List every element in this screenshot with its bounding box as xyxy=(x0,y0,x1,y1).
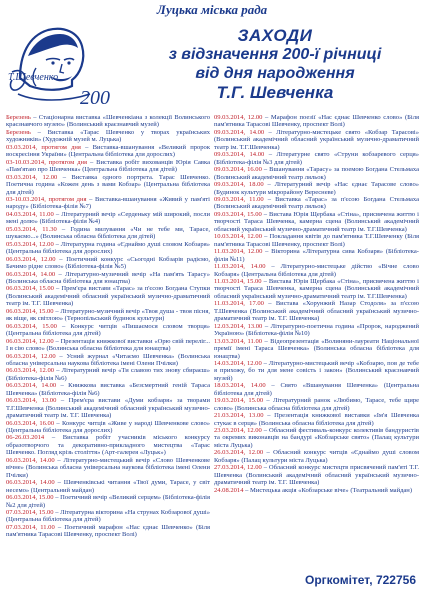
event-entry xyxy=(6,382,210,397)
title-line-1: ЗАХОДИ xyxy=(237,26,313,45)
event-description: – Вистава Юрія Щербака «Стіна», присвячена життю і творчості Тараса Шевченка, камерна сцена (Волинський академічний обласний український музично-драматичний театр ім. Т.Г.Шевченка) xyxy=(214,277,419,300)
event-date: 09.03.2014, 18.00 xyxy=(214,181,264,189)
event-date: 07.03.2014, 11.00 xyxy=(6,523,55,531)
event-date: 21.03.2014, 13.00 xyxy=(214,412,264,420)
event-date: Березень xyxy=(6,114,31,121)
event-date: 03-10.03.2014, протягом дня xyxy=(6,195,87,203)
event-date: 09.03.2014, 11.00 xyxy=(214,195,264,203)
event-description: – Конкурс читців «Пишаємося словом творця» (Центральна бібліотека для дітей) xyxy=(6,322,210,338)
event-entry xyxy=(6,397,210,419)
event-date: 06.03.2014, 15.00 xyxy=(6,322,57,330)
event-entry xyxy=(214,412,419,427)
event-date: 11.03.2014, 12.00 xyxy=(214,248,263,256)
event-entry xyxy=(6,479,210,494)
event-description: – Книжкова виставка «Безсмертний геній Тараса Шевченка» (Бібліотека-філія №6) xyxy=(6,382,210,397)
event-entry xyxy=(6,285,210,307)
event-date: 06.03.2014, 15.00 xyxy=(6,285,54,293)
title-line-2: з відзначення 200-ї річниці xyxy=(168,46,382,63)
event-description: – Літературний вечір «Серденьку мій широкий, посли мені долю» (Бібліотека-філія №4) xyxy=(6,210,210,226)
event-description: – Виставка одного портрета. Тарас Шевченко. Поетична година «Кожен день з вами Кобзар» (Центральна бібліотека для дітей) xyxy=(6,173,210,196)
event-entry xyxy=(214,211,419,233)
title-line-4: Т.Г. Шевченка xyxy=(216,83,334,102)
event-entry xyxy=(6,353,210,368)
event-entry xyxy=(6,494,210,509)
event-date: 10.03.2014, 12.00 xyxy=(214,233,262,241)
event-description: – Презентація книжкової виставки «Ім'я Шевченка стукає в серця» (Волинська обласна бібліотека для дітей) xyxy=(214,412,419,427)
events-column-left xyxy=(6,114,210,570)
event-date: 11.03.2014, 15.00 xyxy=(214,277,262,285)
event-entry xyxy=(214,323,419,338)
event-description: – Літературно-мистецьке дійство «Вічне слово Кобзаря» (Центральна бібліотека для дітей) xyxy=(214,263,419,278)
event-description: – Літературно-мистецький вечір «Слово Шевченкове вічне» (Волинська обласна універсальна наукова бібліотека імені Олени Пчілки) xyxy=(6,456,210,479)
event-date: 06.03.2014, 15.00 xyxy=(6,307,54,315)
event-date: 06.03.2014, 12.00 xyxy=(6,367,55,375)
event-date: 13.03.2014, 11.00 xyxy=(214,337,263,345)
event-description: – Виставка робіт учасників міського конкурсу образотворчого та декоративно-прикладного мистецтва «Тарас Шевченко. Погляд крізь століття» (Арт-галерея «Луцьк») xyxy=(6,434,210,457)
title-line-3: від дня народження xyxy=(195,65,355,82)
organizing-committee: Оргкомітет, 722756 xyxy=(305,573,416,587)
event-description: – Марафон поезії «Нас єднає Шевченко слово» (Біля пам'ятника Тарасові Шевченку, проспект Волі) xyxy=(214,114,419,129)
event-entry xyxy=(6,174,210,196)
event-description: – Відеопрезентація «Волиняни-лауреати Національної премії імені Тараса Шевченка» (Волинська обласна бібліотека для юнацтва) xyxy=(214,337,419,360)
event-entry xyxy=(6,420,210,435)
event-date: 09.03.2014, 14.00 xyxy=(214,128,265,136)
event-date: 06.03.2014, 12.00 xyxy=(6,255,56,263)
event-entry xyxy=(214,382,419,397)
page-title xyxy=(132,26,418,102)
event-description: – Свято «Вшанування Шевченка» (Центральна бібліотека для дітей) xyxy=(214,382,419,397)
event-description: – Вистава Юрія Щербака «Стіна», присвячена життю і творчості Тараса Шевченка, камерна сцена (Волинський академічний обласний український музично-драматичний театр ім. Т.Г.Шевченка) xyxy=(214,210,419,233)
event-entry xyxy=(6,211,210,226)
event-description: – Конкурс читців «Живе у народі Шевченкове слово» (Центральна бібліотека для дорослих) xyxy=(6,419,210,435)
event-date: 07.03.2014, 15.00 xyxy=(6,509,54,517)
event-date: 03.03.2014, 12.00 xyxy=(6,173,58,181)
event-date: 06.03.2014, 12.00 xyxy=(6,352,56,360)
event-description: – Літературно-мистецьке свято «Кобзар Тарасові» (Волинський академічний обласний український музично-драматичний театр ім. Т.Г.Шевченка) xyxy=(214,128,419,151)
event-description: – Вшанування «Тарасу» за поемою Богдана Стельмаха (Волинський академічний театр ляльок) xyxy=(214,166,419,181)
event-date: 06.03.2014, 14.00 xyxy=(6,479,55,487)
event-entry xyxy=(214,427,419,449)
event-description: – Літературно-музичний вечір «Твоя душа - твоя пісня, як віще, як світлою» (Тернопільський будинок культури) xyxy=(6,307,210,323)
emblem-number: 200 xyxy=(80,87,110,108)
event-description: – Літературний вечір «Нас єднає Тарасове слово» (Будинок культури мікрорайону Вересневе) xyxy=(214,181,419,196)
council-name: Луцька міська рада xyxy=(156,2,268,17)
event-description: – Виставка-вшанування «Живий у пам'яті народу» (Бібліотека-філія №7) xyxy=(6,195,210,211)
event-date: 06.03.2014, 14.00 xyxy=(6,382,57,390)
event-date: 05.03.2014, 12.00 xyxy=(6,240,54,248)
event-description: – Обласний конкурс читців «Єднаймо душі словом Кобзаря» (Палац культури міста Луцька) xyxy=(214,449,419,464)
event-entry xyxy=(6,323,210,338)
event-description: – Літературний ранок «Любимо, Тарасе, тебе щире слово» (Волинська обласна бібліотека для дітей) xyxy=(214,397,419,412)
event-description: – Виставка «Тарас» за п'єсою Богдана Стельмаха (Волинський академічний театр ляльок) xyxy=(214,195,419,211)
emblem-signature: Т.Шевченко xyxy=(8,72,59,83)
event-date: 06.03.2014, 15.00 xyxy=(6,494,54,502)
event-description: – Вікторина «Літературна сива Кобзаря» (Бібліотека-філія №11) xyxy=(214,248,419,263)
event-description: – Виставка робіт вихованців Юрія Савка «Пам'ятаю про Шевченка» (Центральна бібліотека для дітей) xyxy=(6,158,210,174)
event-entry xyxy=(214,114,419,129)
event-entry xyxy=(214,196,419,211)
event-entry xyxy=(214,248,419,263)
event-description: – Літературне свято «Струни кобзаревого серця» (Бібліотека-філія №3 для дітей) xyxy=(214,151,419,166)
event-entry xyxy=(214,449,419,464)
event-entry xyxy=(6,144,210,159)
portrait-icon xyxy=(10,29,90,100)
event-date: 06.03.2014, 12.00 xyxy=(6,337,54,345)
event-date: 18.03.2014, 14.00 xyxy=(214,382,266,390)
event-entry xyxy=(6,226,210,241)
event-entry xyxy=(6,241,210,256)
event-description: – Година милування «Чи не тебе ми, Тарасе, шукаємо...» (Волинська обласна бібліотека для дітей) xyxy=(6,225,210,241)
event-description: – Поетичний марафон «Нас єднає Шевченко» (Біля пам'ятника Тарасові Шевченку, проспект Волі) xyxy=(6,523,210,539)
event-entry xyxy=(214,166,419,181)
event-entry xyxy=(214,263,419,278)
event-entry xyxy=(214,151,419,166)
event-date: 06.03.2014, 14.00 xyxy=(6,270,56,278)
event-entry xyxy=(6,271,210,286)
event-entry xyxy=(6,524,210,539)
event-date: 12.03.2014, 13.00 xyxy=(214,322,263,330)
event-date: 04.03.2014, 11.00 xyxy=(6,210,54,218)
event-entry xyxy=(6,509,210,524)
event-entry xyxy=(6,338,210,353)
event-description: – Мистецька акція «Кобзарське віче» (Театральний майдан) xyxy=(243,486,412,494)
event-description: – Виставка-вшанування «Великий пророк воскресіння України» (Центральна бібліотека для дорослих) xyxy=(6,143,210,159)
event-date: 03-10.03.2014, протягом дня xyxy=(6,158,88,166)
event-entry xyxy=(6,196,210,211)
events-column-right xyxy=(214,114,419,570)
event-description: – Усний журнал «Читаємо Шевченка» (Волинська обласна універсальна наукова бібліотека імені Олени Пчілки) xyxy=(6,352,210,367)
event-date: 06-26.03.2014 xyxy=(6,434,45,442)
event-date: 11.03.2014, 14.00 xyxy=(214,263,266,271)
event-description: – Поетичний вечір «Великий серцем» (Бібліотека-філія №2 для дітей) xyxy=(6,494,210,509)
event-description: – Літературний вечір «Ти славою тих знову сбираєш» (Бібліотека-філія №6) xyxy=(6,367,210,382)
event-date: 05.03.2014, 11.30 xyxy=(6,225,57,233)
event-date: 23.03.2014, 12.00 xyxy=(214,427,262,435)
event-date: 14.03.2014, 12.00 xyxy=(214,359,262,367)
event-entry xyxy=(214,300,419,322)
poster-header xyxy=(0,0,424,112)
event-description: – Обласний фестиваль-конкурс колективів бандуристів та окремих виконавців на бандурі «Кобзарське свято» (Палац культури міста Луцька) xyxy=(214,427,419,449)
event-date: 09.03.2014, 15.00 xyxy=(214,210,262,218)
event-entry xyxy=(214,464,419,486)
shevchenko-emblem xyxy=(6,16,126,108)
event-date: 06.03.2014, 16.00 xyxy=(6,419,55,427)
event-description: – Літературна вікторина «На струнах Кобзарової душі» (Центральна бібліотека для дітей) xyxy=(6,509,210,524)
event-entry xyxy=(6,434,210,456)
event-entry xyxy=(6,114,210,129)
event-entry xyxy=(214,338,419,360)
event-description: – Літературно-поетична година «Пророк, народжений Україною» (Бібліотека-філія №10) xyxy=(214,322,419,338)
event-entry xyxy=(6,367,210,382)
event-description: – Презентація книжкової виставки «Орю свій переліг... І в сію слово» (Волинська обласна бібліотека для юнацтва) xyxy=(6,337,210,353)
event-date: 27.03.2014, 12.00 xyxy=(214,464,262,472)
event-entry xyxy=(214,487,419,494)
event-date: 09.03.2014, 12.00 xyxy=(214,114,263,121)
event-date: 11.03.2014, 17.00 xyxy=(214,300,264,308)
event-entry xyxy=(214,397,419,412)
event-entry xyxy=(6,256,210,271)
event-entry xyxy=(214,129,419,151)
event-date: 19.03.2014, 15.00 xyxy=(214,397,264,405)
event-description: – Прем'єра вистави «Думи кобзаря» за творами Т.Г.Шевченка (Волинський академічний обласний український музично-драматичний театр ім. Т.Г. Шевченка) xyxy=(6,397,210,420)
event-entry xyxy=(214,233,419,248)
event-date: 09.03.2014, 16.00 xyxy=(214,166,262,174)
event-description: – Шевченківські читання «Твої думи, Тарасе, у світ несемо» (Центральний майдан) xyxy=(6,479,210,494)
event-description: – Літературно-мистецький вечір «Кобзарю, пов де тебе я прихожу, бо ти для мене совість і закон» (Волинський краєзнавчий музей) xyxy=(214,359,419,382)
event-description: – Покладання квітів до пам'ятника Т.Г.Шевченку (Біля пам'ятника Тарасові Шевченку, проспект Волі) xyxy=(214,233,419,248)
event-entry xyxy=(6,129,210,144)
event-date: 06.03.2014, 13.00 xyxy=(6,397,57,405)
event-description: – Обласний конкурс мистецтв присвячений пам'яті Т.Г. Шевченка (Волинський академічний обласний український музично-драматичний театр ім. Т.Г. Шевченка) xyxy=(214,464,419,487)
event-entry xyxy=(6,457,210,479)
event-date: 26.03.2014, 12.00 xyxy=(214,449,264,457)
event-date: 06.03.2014, 14.00 xyxy=(6,456,55,464)
event-date: 09.03.2014, 14.00 xyxy=(214,151,265,159)
event-description: – Прем'єра вистави «Тарас» за п'єсою Богдана Ступки (Волинський академічний обласний український музично-драматичний театр ім. Т.Г. Шевченка) xyxy=(6,285,210,308)
event-entry xyxy=(6,308,210,323)
event-entry xyxy=(214,360,419,382)
event-date: 03.03.2014, протягом дня xyxy=(6,143,81,151)
event-description: – Літературна година «Єднаймо душі словом Кобзаря» (Центральна бібліотека для дорослих) xyxy=(6,240,210,256)
event-description: – Виставка «Тарас Шевченко у творах українських художників» (Художній музей м. Луцька) xyxy=(6,128,210,144)
event-entry xyxy=(214,181,419,196)
event-description: – Вистава «Хорунжий Назар Стодоля» за п'єсою Т.Шевченка (Волинський академічний обласний український музично-драматичний театр ім. Т.Г. Шевченка) xyxy=(214,300,419,323)
event-description: – Літературно-музичний вечір «На пам'ять Тарасу» (Волинська обласна бібліотека для юнацтва) xyxy=(6,270,210,285)
event-date: 24.08.2014 xyxy=(214,486,244,494)
event-entry xyxy=(214,278,419,300)
event-description: – Стаціонарна виставка «Шевченкіана з колекції Волинського краєзнавчого музею» (Волинський краєзнавчий музей) xyxy=(6,114,210,129)
event-entry xyxy=(6,159,210,174)
event-date: Березень xyxy=(6,128,31,136)
event-description: – Поетичний конкурс «Сьогодні Кобзарів радіємо, Бачимо рідне слово» (Бібліотека-філія №5) xyxy=(6,255,210,271)
